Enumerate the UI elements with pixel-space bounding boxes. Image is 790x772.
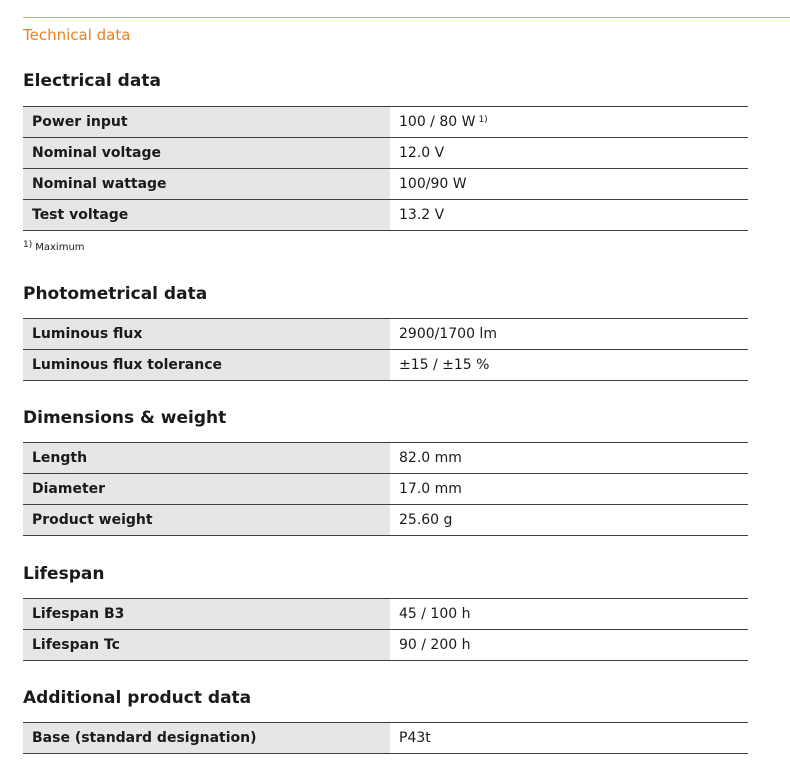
row-label: Product weight <box>23 505 390 536</box>
row-label: Luminous flux <box>23 319 390 350</box>
table-row <box>23 505 748 536</box>
row-value: 13.2 V <box>390 200 748 231</box>
row-label: Test voltage <box>23 200 390 231</box>
row-label: Nominal wattage <box>23 169 390 200</box>
row-label: Base (standard designation) <box>23 723 390 754</box>
row-value: P43t <box>390 723 748 754</box>
row-value: 100/90 W <box>390 169 748 200</box>
row-label: Luminous flux tolerance <box>23 350 390 381</box>
row-value: 45 / 100 h <box>390 599 748 630</box>
section-dimensions <box>23 407 748 528</box>
row-label: Nominal voltage <box>23 138 390 169</box>
row-value: 82.0 mm <box>390 443 748 474</box>
section-heading: Lifespan <box>23 564 105 584</box>
photometrical-table <box>23 318 748 381</box>
table-row <box>23 599 748 630</box>
row-value: ±15 / ±15 % <box>390 350 748 381</box>
section-additional <box>23 687 748 746</box>
table-row <box>23 630 748 661</box>
additional-table <box>23 722 748 754</box>
row-label: Length <box>23 443 390 474</box>
footnote-text: Maximum <box>35 242 85 253</box>
section-heading: Photometrical data <box>23 284 208 304</box>
row-value: 25.60 g <box>390 505 748 536</box>
table-row <box>23 350 748 381</box>
row-value: 90 / 200 h <box>390 630 748 661</box>
section-heading: Electrical data <box>23 71 161 91</box>
table-row <box>23 169 748 200</box>
row-label: Lifespan Tc <box>23 630 390 661</box>
table-row <box>23 723 748 754</box>
table-row <box>23 474 748 505</box>
table-row <box>23 107 748 138</box>
table-row <box>23 138 748 169</box>
table-row <box>23 443 748 474</box>
section-photometrical <box>23 283 748 373</box>
footnote-reference: 1) <box>478 115 488 125</box>
table-row <box>23 200 748 231</box>
table-row <box>23 319 748 350</box>
top-divider <box>23 17 790 18</box>
section-heading: Additional product data <box>23 688 252 708</box>
electrical-table <box>23 106 748 231</box>
dimensions-table <box>23 442 748 536</box>
row-value: 12.0 V <box>390 138 748 169</box>
section-electrical <box>23 70 748 253</box>
lifespan-table <box>23 598 748 661</box>
row-label: Lifespan B3 <box>23 599 390 630</box>
footnote-mark: 1) <box>23 240 33 250</box>
footnote <box>23 242 85 254</box>
row-value: 2900/1700 lm <box>390 319 748 350</box>
page-title: Technical data <box>23 26 131 44</box>
section-heading: Dimensions & weight <box>23 408 227 428</box>
row-value: 17.0 mm <box>390 474 748 505</box>
row-value <box>390 107 748 138</box>
section-lifespan <box>23 563 748 653</box>
value-text: 100 / 80 W <box>399 114 476 130</box>
row-label: Diameter <box>23 474 390 505</box>
row-label: Power input <box>23 107 390 138</box>
